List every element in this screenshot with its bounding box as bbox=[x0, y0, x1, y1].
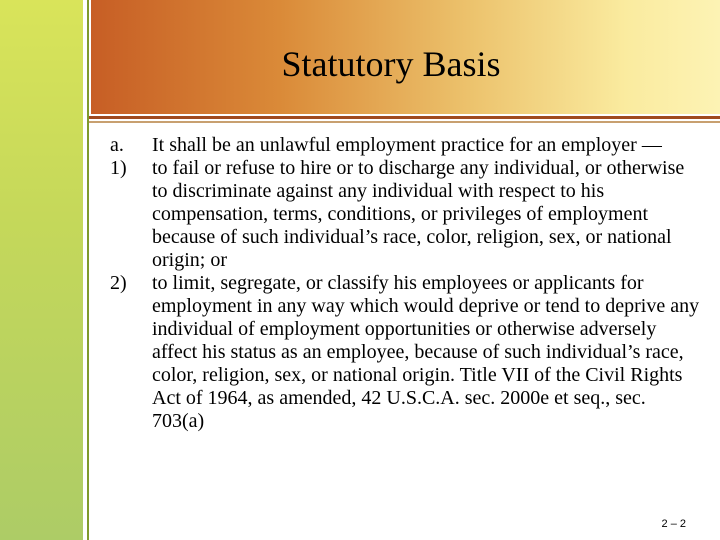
title-rule-bottom bbox=[89, 121, 720, 123]
list-item-marker: 1) bbox=[110, 157, 127, 179]
list-item-marker: 2) bbox=[110, 272, 127, 294]
title-rule-top bbox=[89, 116, 720, 119]
page-number: 2 – 2 bbox=[661, 518, 686, 530]
statute-text-list bbox=[110, 134, 700, 433]
list-item-text: to limit, segregate, or classify his employees or applicants for employment in any way which would deprive or tend to deprive any individual of employment opportunities or otherwise adversely affect his status as an employee, because of such individual’s race, color, religion, sex, or national origin. Title VII of the Civil Rights Act of 1964, as amended, 42 U.S.C.A. sec. 2000e et seq., sec. 703(a) bbox=[152, 272, 700, 432]
slide-title: Statutory Basis bbox=[281, 44, 501, 84]
list-item bbox=[110, 134, 700, 157]
left-bar-divider bbox=[87, 0, 89, 540]
list-item-text: to fail or refuse to hire or to discharge any individual, or otherwise to discriminate against any individual with respect to his compensation, terms, conditions, or privileges of employment because of such individual’s race, color, religion, sex, or national origin; or bbox=[152, 157, 685, 271]
left-decorative-bar bbox=[0, 0, 83, 540]
list-item bbox=[110, 272, 700, 433]
list-item-text: It shall be an unlawful employment practice for an employer — bbox=[152, 134, 662, 156]
list-item-marker: a. bbox=[110, 134, 124, 156]
list-item bbox=[110, 157, 700, 272]
